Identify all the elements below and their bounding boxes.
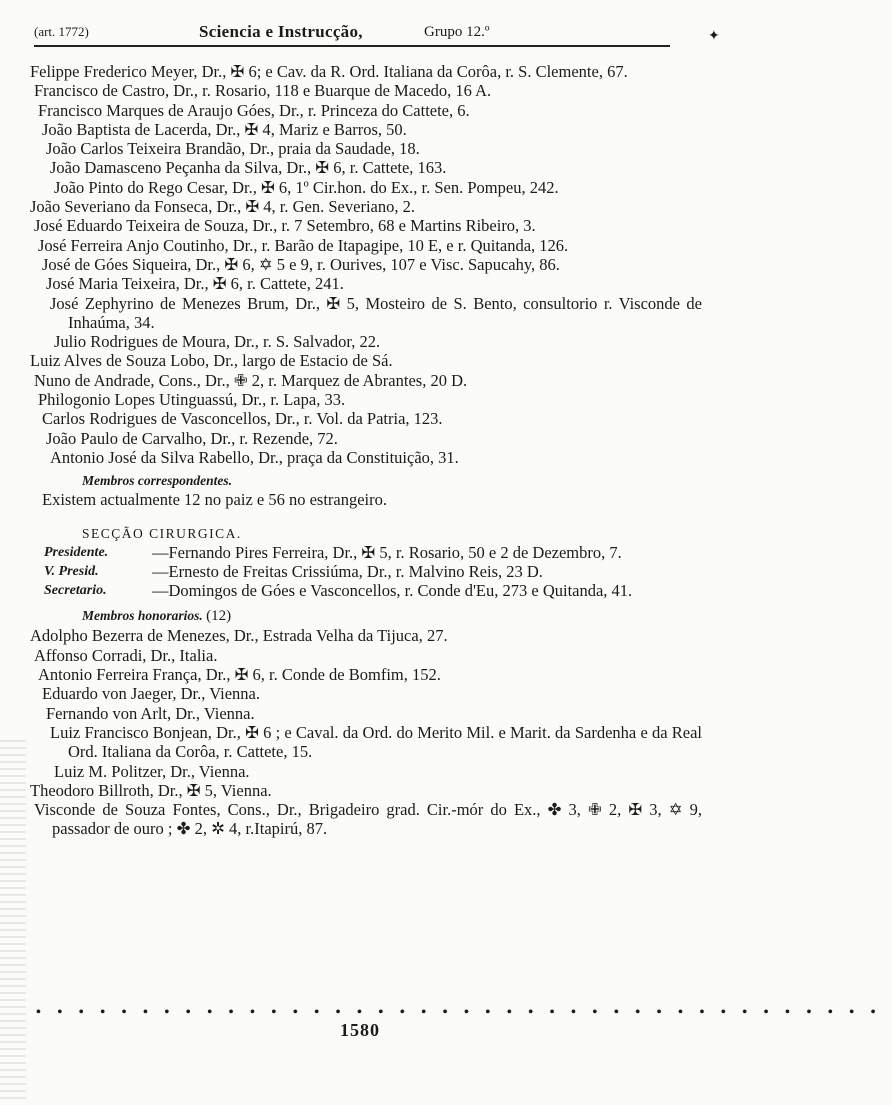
page-header xyxy=(34,22,670,42)
correspondentes-text: Existem actualmente 12 no paiz e 56 no estrangeiro. xyxy=(42,490,388,510)
list-item: João Severiano da Fonseca, Dr., ✠ 4, r. Gen. Severiano, 2. xyxy=(30,197,415,217)
header-article: (art. 1772) xyxy=(34,24,89,39)
officer-text: —Domingos de Góes e Vasconcellos, r. Conde d'Eu, 273 e Quitanda, 41. xyxy=(152,581,633,601)
list-item: Fernando von Arlt, Dr., Vienna. xyxy=(46,703,255,723)
list-item: João Carlos Teixeira Brandão, Dr., praia da Saudade, 18. xyxy=(46,139,420,159)
header-group: Grupo 12.º xyxy=(424,24,490,40)
member-list xyxy=(30,62,702,467)
officer-role: Presidente. xyxy=(44,544,109,560)
list-item: Affonso Corradi, Dr., Italia. xyxy=(34,645,218,665)
list-item: Francisco Marques de Araujo Góes, Dr., r. Princeza do Cattete, 6. xyxy=(38,100,470,120)
page-number: 1580 xyxy=(340,1020,380,1040)
officer-row xyxy=(44,543,702,562)
officer-row xyxy=(44,581,702,600)
list-item: Felippe Frederico Meyer, Dr., ✠ 6; e Cav. da R. Ord. Italiana da Corôa, r. S. Clemente, 67. xyxy=(30,62,628,81)
list-item: João Pinto do Rego Cesar, Dr., ✠ 6, 1º Cir.hon. do Ex., r. Sen. Pompeu, 242. xyxy=(54,177,559,197)
officer-text: —Ernesto de Freitas Crissiúma, Dr., r. Malvino Reis, 23 D. xyxy=(152,561,543,581)
officer-text: —Fernando Pires Ferreira, Dr., ✠ 5, r. Rosario, 50 e 2 de Dezembro, 7. xyxy=(152,542,622,562)
honorarios-count: (12) xyxy=(206,608,232,625)
list-item: João Damasceno Peçanha da Silva, Dr., ✠ 6, r. Cattete, 163. xyxy=(50,158,447,178)
header-title: Sciencia e Instrucção, xyxy=(199,22,363,41)
list-item: Theodoro Billroth, Dr., ✠ 5, Vienna. xyxy=(30,780,272,800)
list-item: Julio Rodrigues de Moura, Dr., r. S. Salvador, 22. xyxy=(54,332,381,352)
list-item: João Baptista de Lacerda, Dr., ✠ 4, Mariz e Barros, 50. xyxy=(42,119,407,139)
list-item: Luiz M. Politzer, Dr., Vienna. xyxy=(54,761,250,781)
list-item: Carlos Rodrigues de Vasconcellos, Dr., r. Vol. da Patria, 123. xyxy=(42,409,443,429)
list-item: Eduardo von Jaeger, Dr., Vienna. xyxy=(42,684,260,704)
corner-mark: ✦ xyxy=(708,29,720,44)
list-item: Luiz Alves de Souza Lobo, Dr., largo de Estacio de Sá. xyxy=(30,351,393,371)
header-rule xyxy=(34,45,670,47)
list-item: Luiz Francisco Bonjean, Dr., ✠ 6 ; e Caval. da Ord. do Merito Mil. e Marit. da Sardenha e da Real Ord. Italiana da Corôa, r. Cattete, 15. xyxy=(50,722,702,762)
list-item: Visconde de Souza Fontes, Cons., Dr., Brigadeiro grad. Cir.-mór do Ex., ✤ 3, ✙ 2, ✠ 3, ✡ 9, passador de ouro ; ✤ 2, ✲ 4, r.Itapirú, 87. xyxy=(34,800,702,839)
officer-row xyxy=(44,562,702,581)
list-item: José Maria Teixeira, Dr., ✠ 6, r. Cattete, 241. xyxy=(46,274,344,294)
list-item: Adolpho Bezerra de Menezes, Dr., Estrada Velha da Tijuca, 27. xyxy=(30,626,448,646)
page-body xyxy=(30,62,702,839)
honorarios-title: Membros honorarios. xyxy=(82,608,203,624)
list-item: José Zephyrino de Menezes Brum, Dr., ✠ 5, Mosteiro de S. Bento, consultorio r. Visconde de Inhaúma, 34. xyxy=(50,293,702,332)
list-item: José Ferreira Anjo Coutinho, Dr., r. Barão de Itapagipe, 10 E, e r. Quitanda, 126. xyxy=(38,235,569,255)
scan-noise xyxy=(0,740,26,1100)
list-item: José Eduardo Teixeira de Souza, Dr., r. 7 Setembro, 68 e Martins Ribeiro, 3. xyxy=(34,216,536,236)
list-item: Antonio Ferreira França, Dr., ✠ 6, r. Conde de Bomfim, 152. xyxy=(38,665,441,685)
list-item: Francisco de Castro, Dr., r. Rosario, 118 e Buarque de Macedo, 16 A. xyxy=(34,81,492,101)
dotted-leader: •••••••••••••••••••••••••••••••••••••••• xyxy=(36,1005,892,1020)
list-item: Antonio José da Silva Rabello, Dr., praça da Constituição, 31. xyxy=(50,447,459,467)
officer-role: Secretario. xyxy=(44,583,107,599)
officer-list xyxy=(30,543,702,601)
correspondentes-heading: Membros correspondentes. xyxy=(82,473,233,489)
seccao-title: SECÇÃO CIRURGICA. xyxy=(82,525,242,541)
honorary-list xyxy=(30,626,702,838)
list-item: Nuno de Andrade, Cons., Dr., ✙ 2, r. Marquez de Abrantes, 20 D. xyxy=(34,370,468,390)
officer-role: V. Presid. xyxy=(44,563,99,579)
list-item: Philogonio Lopes Utinguassú, Dr., r. Lapa, 33. xyxy=(38,390,346,410)
honorarios-heading xyxy=(82,606,702,626)
list-item: João Paulo de Carvalho, Dr., r. Rezende, 72. xyxy=(46,428,338,448)
list-item: José de Góes Siqueira, Dr., ✠ 6, ✡ 5 e 9, r. Ourives, 107 e Visc. Sapucahy, 86. xyxy=(42,254,560,274)
